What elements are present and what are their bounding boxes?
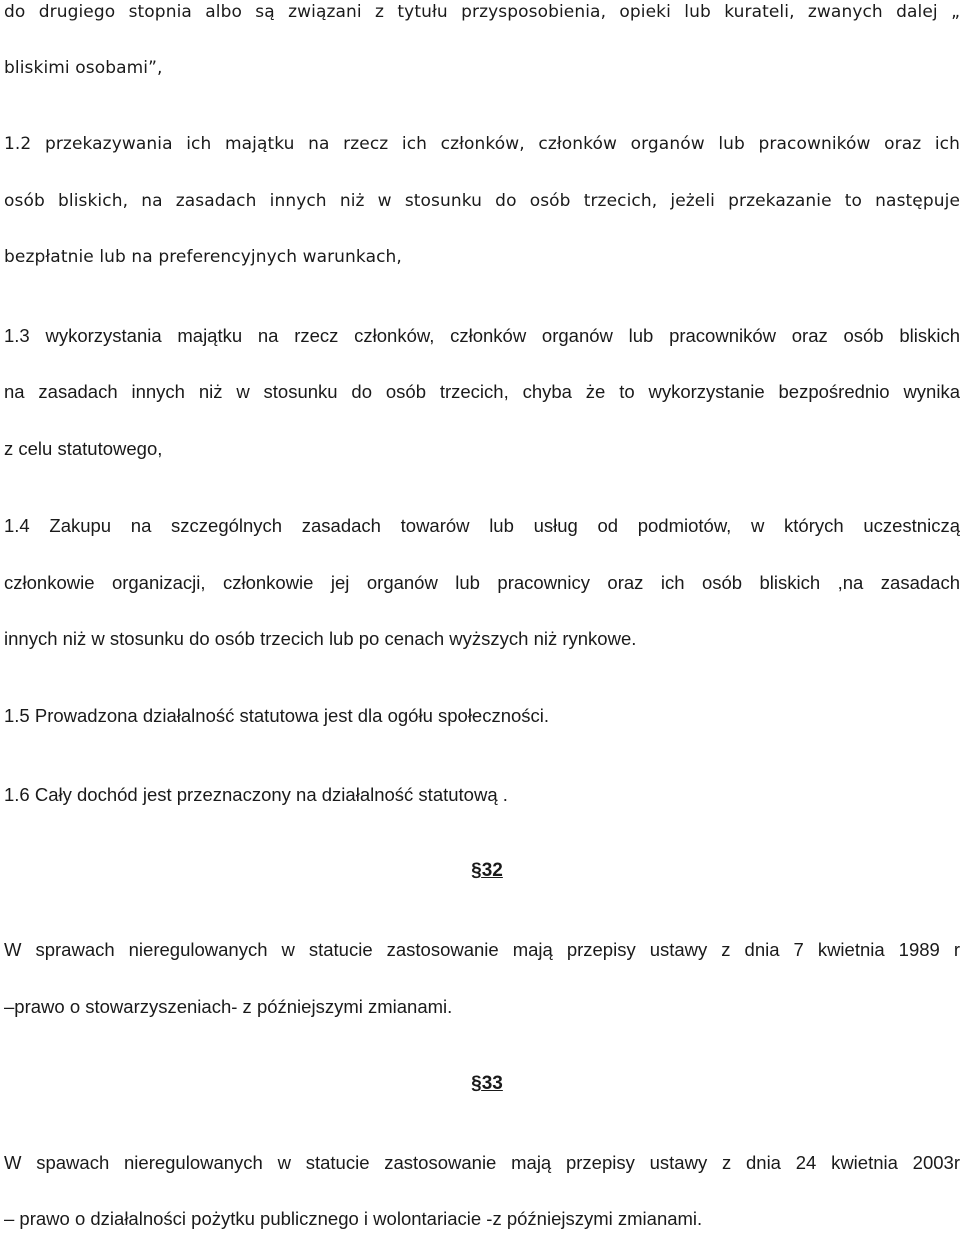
text-line: W sprawach nieregulowanych w statucie zastosowanie mają przepisy ustawy z dnia 7 kwietnia 1989 r [4,939,960,960]
text-line: 1.4 Zakupu na szczególnych zasadach towarów lub usług od podmiotów, w których uczestniczą [4,515,960,536]
text-line: bezpłatnie lub na preferencyjnych warunkach, [4,247,402,267]
text-line: W spawach nieregulowanych w statucie zastosowanie mają przepisy ustawy z dnia 24 kwietnia 2003r [4,1152,960,1173]
text-line: 1.6 Cały dochód jest przeznaczony na działalność statutową . [4,784,508,805]
text-line: z celu statutowego, [4,438,163,459]
text-line: na zasadach innych niż w stosunku do osób trzecich, chyba że to wykorzystanie bezpośrednio wynika [4,381,960,402]
text-line: do drugiego stopnia albo są związani z tytułu przysposobienia, opieki lub kurateli, zwanych dalej „ [4,2,960,22]
text-line: – prawo o działalności pożytku publicznego i wolontariacie -z późniejszymi zmianami. [4,1208,703,1229]
text-line: 1.3 wykorzystania majątku na rzecz członków, członków organów lub pracowników oraz osób bliskich [4,325,960,346]
section-symbol: § [471,860,482,881]
section-heading [0,860,960,882]
text-line: 1.5 Prowadzona działalność statutowa jest dla ogółu społeczności. [4,705,550,726]
section-symbol: § [471,1073,482,1094]
text-line: –prawo o stowarzyszeniach- z późniejszymi zmianami. [4,996,453,1017]
section-heading [0,1073,960,1095]
text-line: bliskimi osobami”, [4,58,163,78]
text-line: członkowie organizacji, członkowie jej organów lub pracownicy oraz ich osób bliskich ,na zasadach [4,572,960,593]
section-number: 33 [481,1073,503,1094]
text-line: 1.2 przekazywania ich majątku na rzecz ich członków, członków organów lub pracowników oraz ich [4,134,960,154]
text-line: osób bliskich, na zasadach innych niż w stosunku do osób trzecich, jeżeli przekazanie to następuje [4,191,960,211]
section-number: 32 [481,860,503,881]
text-line: innych niż w stosunku do osób trzecich lub po cenach wyższych niż rynkowe. [4,628,637,649]
